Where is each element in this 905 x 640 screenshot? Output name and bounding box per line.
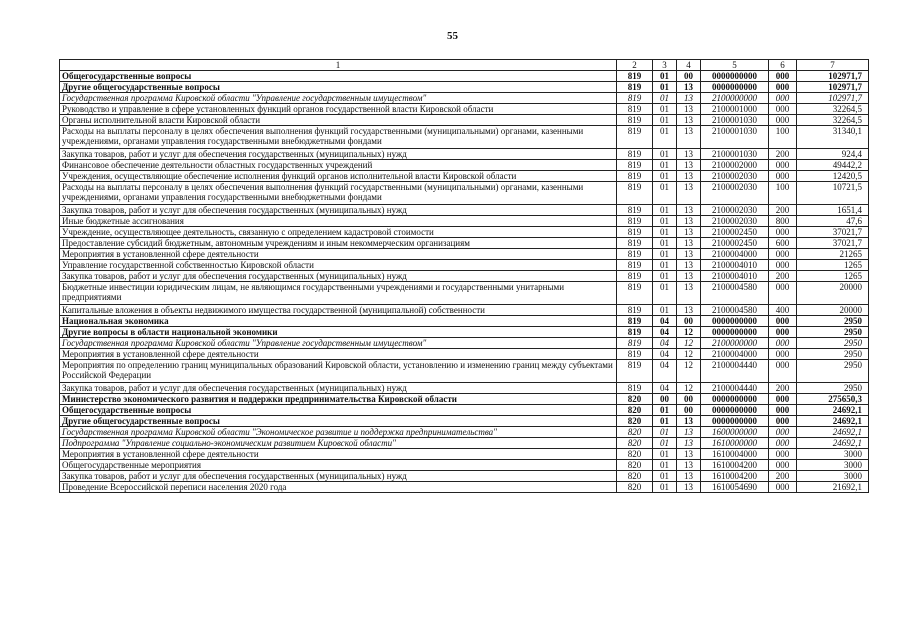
amount-cell: 24692,1 [797,438,869,449]
target-article-cell: 2100002030 [701,216,769,227]
section-code-cell: 01 [653,126,677,149]
expense-type-cell: 000 [769,260,797,271]
row-name-cell: Расходы на выплаты персоналу в целях обеспечения выполнения функций государственными (муниципальными) органами, казенными учреждениями, органами управления государственными внебюджетными фондами [60,126,617,149]
target-article-cell: 2100004010 [701,271,769,282]
table-row [60,93,869,104]
subsection-code-cell: 13 [677,126,701,149]
target-article-cell: 2100001030 [701,126,769,149]
subsection-code-cell: 12 [677,349,701,360]
section-code-cell: 01 [653,149,677,160]
table-row [60,149,869,160]
expense-type-cell: 200 [769,471,797,482]
row-name-cell: Общегосударственные мероприятия [60,460,617,471]
amount-cell: 12420,5 [797,171,869,182]
row-name-cell: Руководство и управление в сфере установленных функций органов государственной власти Кировской области [60,104,617,115]
ministry-code-cell: 819 [617,282,653,305]
target-article-cell: 2100004440 [701,383,769,394]
section-code-cell: 01 [653,260,677,271]
expense-type-cell: 000 [769,394,797,405]
row-name-cell: Бюджетные инвестиции юридическим лицам, не являющимся государственными учреждениями и государственными унитарными предприятиями [60,282,617,305]
subsection-code-cell: 13 [677,460,701,471]
amount-cell: 31340,1 [797,126,869,149]
ministry-code-cell: 819 [617,316,653,327]
expense-type-cell: 000 [769,482,797,493]
section-code-cell: 04 [653,360,677,383]
expense-type-cell: 000 [769,82,797,93]
ministry-code-cell: 819 [617,238,653,249]
row-name-cell: Национальная экономика [60,316,617,327]
table-row [60,205,869,216]
ministry-code-cell: 819 [617,271,653,282]
row-name-cell: Закупка товаров, работ и услуг для обеспечения государственных (муниципальных) нужд [60,471,617,482]
subsection-code-cell: 00 [677,405,701,416]
ministry-code-cell: 819 [617,182,653,205]
row-name-cell: Закупка товаров, работ и услуг для обеспечения государственных (муниципальных) нужд [60,383,617,394]
table-row [60,238,869,249]
section-code-cell: 01 [653,205,677,216]
amount-cell: 1651,4 [797,205,869,216]
ministry-code-cell: 820 [617,405,653,416]
target-article-cell: 0000000000 [701,327,769,338]
amount-cell: 3000 [797,449,869,460]
amount-cell: 32264,5 [797,104,869,115]
section-code-cell: 01 [653,93,677,104]
amount-cell: 2950 [797,338,869,349]
header-cell: 7 [797,60,869,71]
subsection-code-cell: 13 [677,182,701,205]
budget-table [59,59,869,493]
section-code-cell: 01 [653,482,677,493]
table-row [60,438,869,449]
ministry-code-cell: 820 [617,427,653,438]
amount-cell: 47,6 [797,216,869,227]
section-code-cell: 01 [653,82,677,93]
subsection-code-cell: 13 [677,482,701,493]
target-article-cell: 2100001030 [701,149,769,160]
subsection-code-cell: 13 [677,205,701,216]
table-row [60,216,869,227]
expense-type-cell: 000 [769,349,797,360]
expense-type-cell: 000 [769,104,797,115]
ministry-code-cell: 819 [617,327,653,338]
row-name-cell: Мероприятия в установленной сфере деятельности [60,249,617,260]
expense-type-cell: 000 [769,338,797,349]
expense-type-cell: 000 [769,438,797,449]
row-name-cell: Мероприятия в установленной сфере деятельности [60,349,617,360]
target-article-cell: 2100004580 [701,282,769,305]
subsection-code-cell: 13 [677,260,701,271]
table-row [60,82,869,93]
amount-cell: 2950 [797,327,869,338]
amount-cell: 21692,1 [797,482,869,493]
section-code-cell: 01 [653,182,677,205]
table-row [60,227,869,238]
row-name-cell: Мероприятия в установленной сфере деятельности [60,449,617,460]
ministry-code-cell: 819 [617,149,653,160]
subsection-code-cell: 13 [677,305,701,316]
section-code-cell: 04 [653,338,677,349]
target-article-cell: 1600000000 [701,427,769,438]
ministry-code-cell: 819 [617,249,653,260]
expense-type-cell: 100 [769,182,797,205]
expense-type-cell: 000 [769,316,797,327]
expense-type-cell: 000 [769,160,797,171]
ministry-code-cell: 820 [617,416,653,427]
target-article-cell: 2100000000 [701,93,769,104]
amount-cell: 102971,7 [797,82,869,93]
ministry-code-cell: 820 [617,460,653,471]
section-code-cell: 01 [653,71,677,82]
expense-type-cell: 200 [769,205,797,216]
row-name-cell: Учреждения, осуществляющие обеспечение исполнения функций органов исполнительной власти Кировской области [60,171,617,182]
target-article-cell: 2100002000 [701,160,769,171]
header-cell: 6 [769,60,797,71]
section-code-cell: 01 [653,438,677,449]
table-row [60,115,869,126]
table-row [60,126,869,149]
expense-type-cell: 000 [769,449,797,460]
row-name-cell: Иные бюджетные ассигнования [60,216,617,227]
row-name-cell: Общегосударственные вопросы [60,405,617,416]
table-row [60,160,869,171]
section-code-cell: 01 [653,416,677,427]
subsection-code-cell: 13 [677,238,701,249]
table-row [60,427,869,438]
page-number: 55 [447,30,458,42]
row-name-cell: Закупка товаров, работ и услуг для обеспечения государственных (муниципальных) нужд [60,271,617,282]
subsection-code-cell: 12 [677,383,701,394]
amount-cell: 1265 [797,271,869,282]
section-code-cell: 01 [653,216,677,227]
subsection-code-cell: 13 [677,104,701,115]
row-name-cell: Государственная программа Кировской области "Управление государственным имуществом" [60,93,617,104]
amount-cell: 24692,1 [797,405,869,416]
table-row [60,171,869,182]
expense-type-cell: 000 [769,327,797,338]
expense-type-cell: 000 [769,227,797,238]
amount-cell: 24692,1 [797,416,869,427]
target-article-cell: 2100004580 [701,305,769,316]
subsection-code-cell: 13 [677,249,701,260]
expense-type-cell: 000 [769,115,797,126]
section-code-cell: 01 [653,405,677,416]
section-code-cell: 01 [653,271,677,282]
subsection-code-cell: 13 [677,149,701,160]
subsection-code-cell: 13 [677,171,701,182]
section-code-cell: 04 [653,383,677,394]
target-article-cell: 1610000000 [701,438,769,449]
target-article-cell: 2100002450 [701,238,769,249]
ministry-code-cell: 819 [617,360,653,383]
target-article-cell: 1610054690 [701,482,769,493]
amount-cell: 1265 [797,260,869,271]
subsection-code-cell: 13 [677,160,701,171]
row-name-cell: Государственная программа Кировской области "Управление государственным имуществом" [60,338,617,349]
section-code-cell: 01 [653,160,677,171]
target-article-cell: 0000000000 [701,82,769,93]
amount-cell: 21265 [797,249,869,260]
ministry-code-cell: 819 [617,171,653,182]
expense-type-cell: 000 [769,405,797,416]
row-name-cell: Мероприятия по определению границ муниципальных образований Кировской области, установлению и изменению границ между субъектами Российской Федерации [60,360,617,383]
row-name-cell: Общегосударственные вопросы [60,71,617,82]
expense-type-cell: 200 [769,149,797,160]
section-code-cell: 01 [653,460,677,471]
ministry-code-cell: 819 [617,305,653,316]
table-header-row [60,60,869,71]
expense-type-cell: 000 [769,249,797,260]
amount-cell: 32264,5 [797,115,869,126]
expense-type-cell: 000 [769,427,797,438]
row-name-cell: Предоставление субсидий бюджетным, автономным учреждениям и иным некоммерческим организациям [60,238,617,249]
section-code-cell: 04 [653,327,677,338]
section-code-cell: 01 [653,115,677,126]
amount-cell: 49442,2 [797,160,869,171]
row-name-cell: Закупка товаров, работ и услуг для обеспечения государственных (муниципальных) нужд [60,149,617,160]
expense-type-cell: 000 [769,416,797,427]
ministry-code-cell: 819 [617,82,653,93]
ministry-code-cell: 820 [617,482,653,493]
expense-type-cell: 000 [769,171,797,182]
ministry-code-cell: 820 [617,449,653,460]
target-article-cell: 1610004000 [701,449,769,460]
table-row [60,249,869,260]
amount-cell: 20000 [797,305,869,316]
expense-type-cell: 800 [769,216,797,227]
expense-type-cell: 000 [769,460,797,471]
subsection-code-cell: 13 [677,93,701,104]
amount-cell: 20000 [797,282,869,305]
target-article-cell: 2100002450 [701,227,769,238]
ministry-code-cell: 820 [617,438,653,449]
expense-type-cell: 000 [769,360,797,383]
amount-cell: 37021,7 [797,227,869,238]
ministry-code-cell: 819 [617,338,653,349]
ministry-code-cell: 819 [617,383,653,394]
amount-cell: 275650,3 [797,394,869,405]
subsection-code-cell: 13 [677,216,701,227]
section-code-cell: 01 [653,238,677,249]
table-row [60,405,869,416]
ministry-code-cell: 820 [617,471,653,482]
amount-cell: 2950 [797,349,869,360]
amount-cell: 3000 [797,471,869,482]
row-name-cell: Министерство экономического развития и поддержки предпринимательства Кировской области [60,394,617,405]
section-code-cell: 04 [653,349,677,360]
ministry-code-cell: 819 [617,260,653,271]
table-row [60,471,869,482]
row-name-cell: Органы исполнительной власти Кировской области [60,115,617,126]
expense-type-cell: 200 [769,383,797,394]
table-row [60,482,869,493]
row-name-cell: Управление государственной собственностью Кировской области [60,260,617,271]
table-row [60,360,869,383]
subsection-code-cell: 00 [677,394,701,405]
target-article-cell: 0000000000 [701,394,769,405]
amount-cell: 2950 [797,360,869,383]
subsection-code-cell: 13 [677,227,701,238]
table-row [60,349,869,360]
row-name-cell: Расходы на выплаты персоналу в целях обеспечения выполнения функций государственными (муниципальными) органами, казенными учреждениями, органами управления государственными внебюджетными фондами [60,182,617,205]
row-name-cell: Капитальные вложения в объекты недвижимого имущества государственной (муниципальной) собственности [60,305,617,316]
table-row [60,327,869,338]
ministry-code-cell: 819 [617,227,653,238]
subsection-code-cell: 12 [677,360,701,383]
target-article-cell: 0000000000 [701,416,769,427]
target-article-cell: 2100002030 [701,205,769,216]
table-row [60,383,869,394]
subsection-code-cell: 00 [677,316,701,327]
subsection-code-cell: 13 [677,471,701,482]
row-name-cell: Учреждение, осуществляющее деятельность, связанную с определением кадастровой стоимости [60,227,617,238]
row-name-cell: Другие общегосударственные вопросы [60,82,617,93]
target-article-cell: 2100002030 [701,171,769,182]
target-article-cell: 1610004200 [701,460,769,471]
ministry-code-cell: 819 [617,104,653,115]
amount-cell: 102971,7 [797,71,869,82]
target-article-cell: 2100000000 [701,338,769,349]
subsection-code-cell: 12 [677,327,701,338]
target-article-cell: 2100004440 [701,360,769,383]
expense-type-cell: 400 [769,305,797,316]
ministry-code-cell: 819 [617,205,653,216]
expense-type-cell: 200 [769,271,797,282]
amount-cell: 37021,7 [797,238,869,249]
ministry-code-cell: 819 [617,126,653,149]
row-name-cell: Закупка товаров, работ и услуг для обеспечения государственных (муниципальных) нужд [60,205,617,216]
subsection-code-cell: 00 [677,71,701,82]
table-row [60,282,869,305]
target-article-cell: 1610004200 [701,471,769,482]
section-code-cell: 01 [653,282,677,305]
section-code-cell: 01 [653,427,677,438]
target-article-cell: 2100001000 [701,104,769,115]
table-row [60,449,869,460]
table-row [60,271,869,282]
table-row [60,338,869,349]
header-cell: 5 [701,60,769,71]
subsection-code-cell: 12 [677,338,701,349]
amount-cell: 3000 [797,460,869,471]
target-article-cell: 0000000000 [701,316,769,327]
row-name-cell: Финансовое обеспечение деятельности областных государственных учреждений [60,160,617,171]
expense-type-cell: 000 [769,71,797,82]
row-name-cell: Государственная программа Кировской области "Экономическое развитие и поддержка предпринимательства" [60,427,617,438]
table-row [60,316,869,327]
table-row [60,260,869,271]
target-article-cell: 0000000000 [701,71,769,82]
subsection-code-cell: 13 [677,427,701,438]
subsection-code-cell: 13 [677,115,701,126]
table-row [60,460,869,471]
target-article-cell: 2100002030 [701,182,769,205]
table-row [60,305,869,316]
amount-cell: 2950 [797,316,869,327]
expense-type-cell: 100 [769,126,797,149]
ministry-code-cell: 819 [617,160,653,171]
amount-cell: 10721,5 [797,182,869,205]
target-article-cell: 2100001030 [701,115,769,126]
table-row [60,71,869,82]
section-code-cell: 01 [653,449,677,460]
section-code-cell: 01 [653,227,677,238]
target-article-cell: 0000000000 [701,405,769,416]
subsection-code-cell: 13 [677,282,701,305]
subsection-code-cell: 13 [677,438,701,449]
section-code-cell: 01 [653,471,677,482]
table-body [60,71,869,493]
table-row [60,182,869,205]
subsection-code-cell: 13 [677,449,701,460]
ministry-code-cell: 819 [617,71,653,82]
section-code-cell: 01 [653,104,677,115]
amount-cell: 24692,1 [797,427,869,438]
expense-type-cell: 000 [769,93,797,104]
amount-cell: 2950 [797,383,869,394]
table-row [60,104,869,115]
row-name-cell: Другие общегосударственные вопросы [60,416,617,427]
section-code-cell: 00 [653,394,677,405]
header-cell: 4 [677,60,701,71]
section-code-cell: 01 [653,171,677,182]
target-article-cell: 2100004000 [701,249,769,260]
ministry-code-cell: 819 [617,115,653,126]
table-row [60,394,869,405]
subsection-code-cell: 13 [677,416,701,427]
expense-type-cell: 600 [769,238,797,249]
ministry-code-cell: 819 [617,93,653,104]
section-code-cell: 01 [653,305,677,316]
row-name-cell: Другие вопросы в области национальной экономики [60,327,617,338]
subsection-code-cell: 13 [677,82,701,93]
target-article-cell: 2100004010 [701,260,769,271]
expense-type-cell: 000 [769,282,797,305]
row-name-cell: Подпрограмма "Управление социально-экономическим развитием Кировской области" [60,438,617,449]
row-name-cell: Проведение Всероссийской переписи населения 2020 года [60,482,617,493]
amount-cell: 102971,7 [797,93,869,104]
header-cell: 3 [653,60,677,71]
section-code-cell: 01 [653,249,677,260]
ministry-code-cell: 819 [617,216,653,227]
ministry-code-cell: 820 [617,394,653,405]
table-row [60,416,869,427]
ministry-code-cell: 819 [617,349,653,360]
amount-cell: 924,4 [797,149,869,160]
subsection-code-cell: 13 [677,271,701,282]
header-cell: 2 [617,60,653,71]
header-cell: 1 [60,60,617,71]
target-article-cell: 2100004000 [701,349,769,360]
section-code-cell: 04 [653,316,677,327]
